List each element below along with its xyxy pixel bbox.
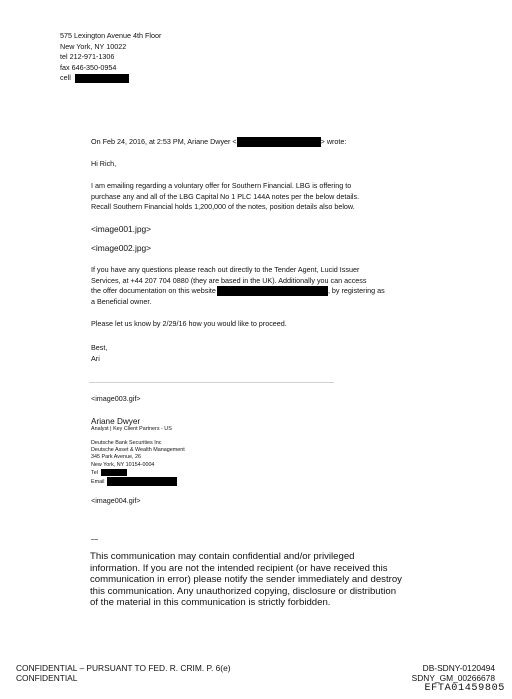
para1-line: I am emailing regarding a voluntary offer for Southern Financial. LBG is offering to [91,181,352,190]
disclaimer-block [90,551,402,609]
disclaimer-line: communication in error) please notify the sender immediately and destroy [90,574,402,586]
signature-tel [91,469,185,477]
signature-address-1: 345 Park Avenue, 26 [91,454,141,461]
closing: Best, [91,343,108,352]
email-label: Email [91,478,105,485]
attachment-image004: <image004.gif> [91,496,141,505]
address-line-2: New York, NY 10022 [60,41,127,51]
para1-line: purchase any and all of the LBG Capital No 1 PLC 144A notes per the below details. [91,191,360,201]
footer-left [16,663,231,683]
tel-line: tel 212-971-1306 [60,52,115,62]
para2-line-4: a Beneficial owner. [91,296,152,306]
address-line-1: 575 Lexington Avenue 4th Floor [60,31,162,40]
disclaimer-line: of the material in this communication is strictly forbidden. [90,597,331,609]
tel-label: Tel [91,469,98,476]
signature-email [91,477,185,486]
email-intro [91,137,346,148]
disclaimer-line: information. If you are not the intended recipient (or have received this [90,562,388,574]
footer-confidential-grand-jury: CONFIDENTIAL – PURSUANT TO FED. R. CRIM. P. 6(e) [16,663,231,673]
footer-right [412,663,495,683]
attachment-image001: <image001.jpg> [91,224,152,234]
signature-separator [89,382,334,383]
footer-efta-bates: EFTA01459805 [424,683,505,694]
footer-sdny-bates: SDNY_GM_00266678 [411,673,495,683]
attachment-image003: <image003.gif> [91,394,141,403]
fax-line: fax 646-350-0954 [60,62,117,72]
paragraph-2 [91,265,385,307]
paragraph-1 [91,181,359,213]
cell-line [60,73,161,84]
signature-company-2: Deutsche Asset & Wealth Management [91,447,185,454]
cell-label: cell [60,73,71,83]
redaction-box [107,477,177,486]
paragraph-3: Please let us know by 2/29/16 how you would like to proceed. [91,319,287,328]
signature-company-1: Deutsche Bank Securities Inc [91,440,162,446]
sign-off: Ari [91,353,100,363]
para2-line-3-suffix: , by registering as [327,286,385,296]
signature-title: Analyst | Key Client Partners - US [91,426,172,432]
closing-block [91,343,107,364]
para2-line-3 [91,286,385,297]
contact-block [60,31,161,84]
para2-line-2: Services, at +44 207 704 0880 (they are based in the UK). Additionally you can access [91,275,367,285]
signature-address-2: New York, NY 10154-0004 [91,461,155,468]
intro-prefix: On Feb 24, 2016, at 2:53 PM, Ariane Dwyer < [91,137,237,146]
attachment-image002: <image002.jpg> [91,243,152,253]
disclaimer-line: this communication. Any unauthorized copying, disclosure or distribution [90,585,397,597]
redaction-box [101,469,127,476]
disclaimer-dash: — [91,536,98,543]
intro-suffix: > wrote: [320,137,347,146]
redaction-box [217,286,328,296]
redaction-box [237,137,321,147]
signature-company-block [91,440,185,486]
para2-line-1: If you have any questions please reach out directly to the Tender Agent, Lucid Issuer [91,265,360,274]
footer-db-bates: DB-SDNY-0120494 [422,663,495,673]
signature-name: Ariane Dwyer [91,417,141,426]
footer-confidential: CONFIDENTIAL [16,673,78,683]
para1-line: Recall Southern Financial holds 1,200,000 of the notes, position details also below. [91,202,355,212]
greeting: Hi Rich, [91,159,117,168]
para2-line-3-prefix: the offer documentation on this website [91,286,216,296]
disclaimer-line: This communication may contain confidential and/or privileged [90,551,355,562]
redaction-box [75,74,129,83]
